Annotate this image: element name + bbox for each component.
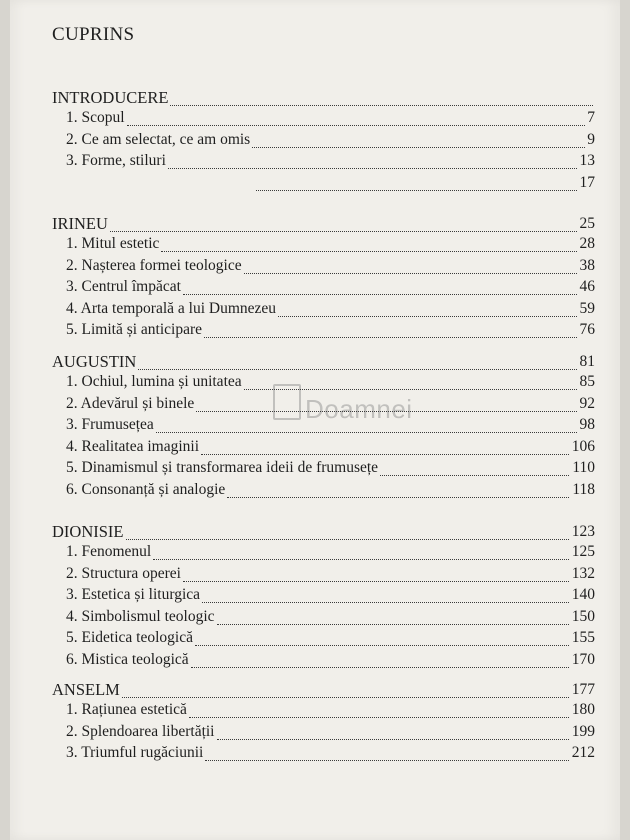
- page-number: 25: [579, 215, 595, 232]
- page-number: 28: [579, 235, 595, 252]
- item-label: 2. Nașterea formei teologice: [66, 256, 242, 274]
- dot-leader: [217, 739, 570, 740]
- dot-leader: [278, 316, 577, 317]
- page-number: 150: [571, 607, 595, 625]
- page-number: 140: [571, 586, 595, 604]
- toc-entry: [10, 480, 620, 500]
- page-number: 170: [571, 651, 595, 668]
- toc-section-dionisie: [10, 522, 620, 542]
- page-number: 123: [571, 523, 595, 540]
- page-number: 177: [571, 681, 595, 698]
- page-number: 132: [571, 564, 595, 582]
- toc-entry: [10, 585, 620, 605]
- dot-leader: [110, 231, 577, 232]
- dot-leader: [227, 497, 569, 498]
- item-label: 4. Realitatea imaginii: [66, 437, 199, 455]
- item-label: 3. Frumusețea: [66, 416, 154, 434]
- item-label: 2. Structura operei: [66, 564, 181, 582]
- toc-section-introducere: [10, 88, 620, 108]
- page-number: 125: [571, 543, 595, 560]
- section-label: DIONISIE: [52, 522, 124, 541]
- item-label: 3. Centrul împăcat: [66, 278, 181, 296]
- page-number: 9: [587, 130, 595, 148]
- item-label: 1. Scopul: [66, 109, 125, 126]
- page-number: 17: [579, 173, 595, 191]
- item-label: 3. Estetica și liturgica: [66, 586, 201, 604]
- dot-leader: [196, 411, 577, 412]
- item-label: 3. Triumful rugăciunii: [66, 744, 204, 762]
- item-label: 4. Arta temporală a lui Dumnezeu: [66, 299, 277, 317]
- toc-section-augustin: [10, 352, 620, 372]
- dot-leader: [122, 697, 569, 698]
- toc-entry: [10, 542, 620, 562]
- page-number: 59: [579, 299, 595, 317]
- item-label: 1. Mitul estetic: [66, 235, 160, 252]
- dot-leader: [244, 273, 577, 274]
- toc-entry: [10, 234, 620, 254]
- toc-entry: [10, 372, 620, 392]
- item-label: 1. Rațiunea estetică: [66, 701, 187, 718]
- page-number: 85: [579, 373, 595, 390]
- dot-leader: [202, 602, 569, 603]
- page-number: 81: [579, 353, 595, 370]
- page-number: 212: [571, 744, 595, 762]
- item-label: 5. Dinamismul și transformarea ideii de frumusețe: [66, 459, 379, 477]
- page-number: 98: [579, 416, 595, 434]
- toc-entry: [10, 458, 620, 478]
- toc-entry: [10, 151, 620, 171]
- page-number: 155: [571, 629, 595, 647]
- page-title: CUPRINS: [52, 24, 135, 45]
- dot-leader: [170, 105, 593, 106]
- toc-entry: [10, 628, 620, 648]
- toc-entry: [10, 607, 620, 627]
- page-number: 92: [579, 394, 595, 412]
- toc-entry: [10, 437, 620, 457]
- dot-leader: [189, 717, 569, 718]
- toc-entry: [10, 700, 620, 720]
- page-number: 38: [579, 256, 595, 274]
- toc-entry: [10, 277, 620, 297]
- dot-leader: [138, 369, 577, 370]
- toc-entry: [10, 415, 620, 435]
- page-number: 7: [587, 109, 595, 126]
- dot-leader: [156, 432, 577, 433]
- toc-entry: [10, 173, 620, 193]
- toc-entry: [10, 743, 620, 763]
- section-label: ANSELM: [52, 680, 120, 699]
- section-label: AUGUSTIN: [52, 352, 137, 371]
- page-number: 76: [579, 321, 595, 339]
- toc-entry: [10, 564, 620, 584]
- item-label: 1. Ochiul, lumina și unitatea: [66, 373, 242, 390]
- dot-leader: [161, 251, 577, 252]
- section-label: IRINEU: [52, 214, 108, 233]
- dot-leader: [380, 475, 569, 476]
- dot-leader: [201, 454, 569, 455]
- toc-entry: [10, 256, 620, 276]
- toc-entry: [10, 299, 620, 319]
- dot-leader: [127, 125, 585, 126]
- toc-entry: [10, 722, 620, 742]
- dot-leader: [183, 581, 569, 582]
- item-label: 6. Mistica teologică: [66, 651, 189, 668]
- page-number: 118: [572, 481, 595, 498]
- item-label: 2. Ce am selectat, ce am omis: [66, 130, 251, 148]
- item-label: 3. Forme, stiluri: [66, 152, 166, 170]
- dot-leader: [153, 559, 569, 560]
- page-number: 180: [571, 701, 595, 718]
- watermark-text: Doamnei: [305, 394, 413, 424]
- dot-leader: [256, 190, 577, 191]
- toc-section-anselm: [10, 680, 620, 700]
- page-number: 46: [579, 278, 595, 296]
- page-number: 106: [571, 437, 595, 455]
- item-label: 5. Eidetica teologică: [66, 629, 193, 647]
- toc-entry: [10, 108, 620, 128]
- dot-leader: [183, 294, 577, 295]
- item-label: 6. Consonanță și analogie: [66, 481, 226, 498]
- dot-leader: [252, 147, 585, 148]
- item-label: 4. Simbolismul teologic: [66, 607, 215, 625]
- toc-entry: [10, 320, 620, 340]
- book-page: [10, 0, 620, 840]
- dot-leader: [126, 539, 570, 540]
- toc-entry: [10, 394, 620, 414]
- dot-leader: [217, 624, 569, 625]
- toc-entry: [10, 130, 620, 150]
- dot-leader: [204, 337, 577, 338]
- dot-leader: [195, 645, 569, 646]
- item-label: 2. Splendoarea libertății: [66, 722, 215, 740]
- toc-section-irineu: [10, 214, 620, 234]
- dot-leader: [244, 389, 577, 390]
- dot-leader: [191, 667, 569, 668]
- page-number: 199: [571, 722, 595, 740]
- item-label: 5. Limită și anticipare: [66, 321, 203, 339]
- toc-entry: [10, 650, 620, 670]
- section-label: INTRODUCERE: [52, 88, 169, 107]
- page-number: 13: [579, 152, 595, 170]
- item-label: 1. Fenomenul: [66, 543, 152, 560]
- item-label: 2. Adevărul și binele: [66, 394, 195, 412]
- dot-leader: [205, 760, 569, 761]
- page-number: 110: [572, 459, 595, 477]
- dot-leader: [168, 168, 577, 169]
